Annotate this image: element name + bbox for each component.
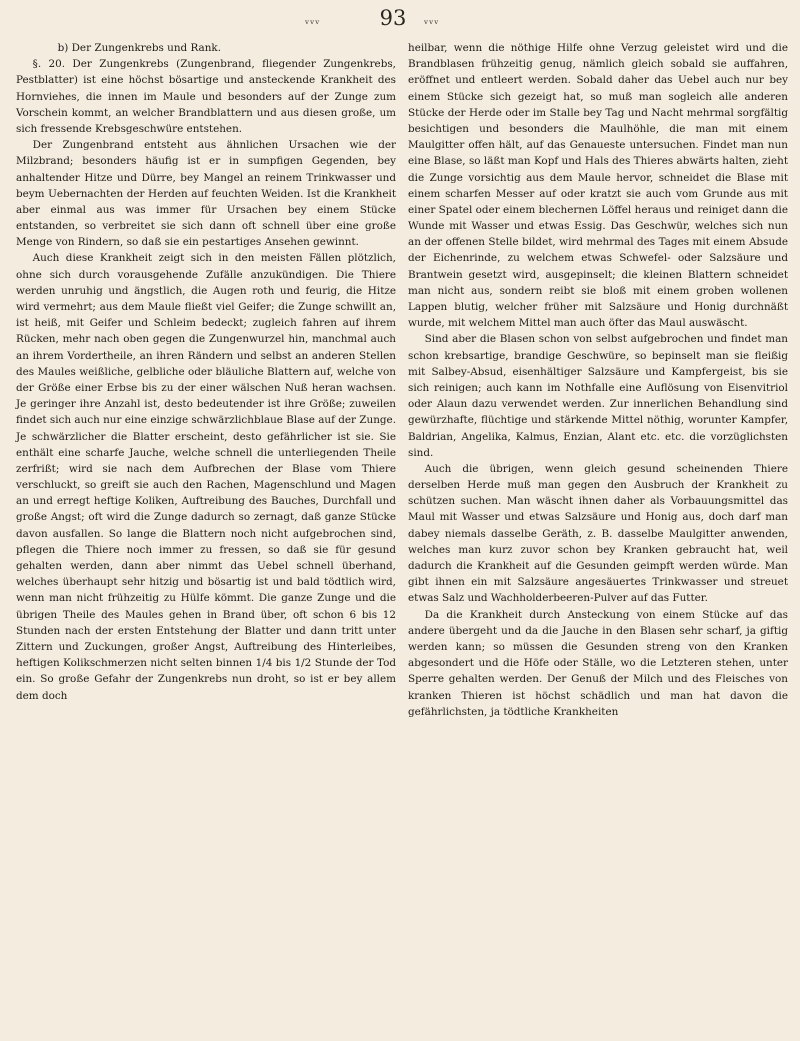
paragraph: Da die Krankheit durch Ansteckung von einem Stücke auf das andere übergeht und da die Jauche in den Blasen sehr scharf, ja giftig werden kann; so müssen die Gesunden streng von den Kranken abgesondert und die Höfe oder Ställe, wo die Letzteren stehen, unter Sperre gehalten werden. Der Genuß der Milch und des Fleisches von kranken Thieren ist höchst schädlich und man hat davon die gefährlichsten, ja tödtliche Krankheiten	[408, 608, 788, 718]
page-number: 93	[379, 6, 407, 30]
paragraph: Auch diese Krankheit zeigt sich in den meisten Fällen plötzlich, ohne sich durch vorausgehende Zufälle anzukündigen. Die Thiere werden unruhig und ängstlich, die Augen roth und feurig, die Hitze wird vermehrt; aus dem Maule fließt viel Geifer; die Zunge schwillt an, ist heiß, mit Geifer und Schleim bedeckt; zugleich fahren auf ihrem Rücken, mehr nach oben gegen die Zungenwurzel hin, manchmal auch an ihrem Vordertheile, an ihren Rändern und selbst an anderen Stellen des Maules weißliche, gelbliche oder bläuliche Blattern auf, welche von der Größe einer Erbse bis zu der einer wälschen Nuß heran wachsen. Je geringer ihre Anzahl ist, desto bedeutender ist ihre Größe; zuweilen findet sich auch nur eine einzige schwärzlichblaue Blase auf der Zunge. Je schwärzlicher die Blatter erscheint, desto gefährlicher ist sie. Sie enthält eine scharfe Jauche, welche schnell die unterliegenden Theile zerfrißt; wird sie nach dem Aufbrechen der Blase vom Thiere verschluckt, so greift sie auch den Rachen, Magenschlund und Magen an und erregt heftige Koliken, Auftreibung des Bauches, Durchfall und große Angst; oft wird die Zunge dadurch so zernagt, daß ganze Stücke davon ausfallen. So lange die Blattern noch nicht aufgebrochen sind, pflegen die Thiere noch immer zu fressen, so daß sie für gesund gehalten werden, dann aber nimmt das Uebel schnell überhand, welches überhaupt sehr hitzig und bösartig ist und bald tödtlich wird, wenn man nicht frühzeitig zu Hülfe kömmt. Die ganze Zunge und die übrigen Theile des Maules gehen in Brand über, oft schon 6 bis 12 Stunden nach der ersten Entstehung der Blatter und dann tritt unter Zittern und Zuckungen, großer Angst, Auftreibung des Hinterleibes, heftigen Kolikschmerzen nicht selten binnen 1/4 bis 1/2 Stunde der Tod ein. So große Gefahr der Zungenkrebs nun droht, so ist er bey allem dem doch	[16, 252, 397, 702]
paragraph: Auch die übrigen, wenn gleich gesund scheinenden Thiere derselben Herde muß man gegen den Ausbruch der Krankheit zu schützen suchen. Man wäscht ihnen daher als Vorbauungsmittel das Maul mit Wasser und etwas Salzsäure und Honig aus, doch darf man dabey niemals dasselbe Geräth, z. B. dasselbe Maulgitter anwenden, welches man kurz zuvor schon bey Kranken gebraucht hat, weil dadurch die Krankheit auf die Gesunden geimpft werden würde. Man gibt ihnen ein mit Salzsäure angesäuertes Trinkwasser und streuet etwas Salz und Wachholderbeeren-Pulver auf das Futter.	[408, 462, 788, 605]
paragraph: §. 20. Der Zungenkrebs (Zungenbrand, fliegender Zungenkrebs, Pestblatter) ist eine höchst bösartige und ansteckende Krankheit des Hornviehes, die innen im Maule und besonders auf der Zunge zum Vorschein kommt, an welcher Brandblattern und aus diesen große, um sich fressende Krebsgeschwüre entstehen.	[16, 58, 396, 135]
paragraph: Der Zungenbrand entsteht aus ähnlichen Ursachen wie der Milzbrand; besonders häufig ist er in sumpfigen Gegenden, bey anhaltender Hitze und Dürre, bey Mangel an reinem Trinkwasser und beym Uebernachten der Herden auf feuchten Weiden. Ist die Krankheit aber einmal aus was immer für Ursachen bey einem Stücke entstanden, so verbreitet sie sich dann oft schnell über eine große Menge von Rindern, so daß sie ein pestartiges Ansehen gewinnt.	[16, 139, 396, 249]
left-column	[16, 40, 396, 704]
paragraph: heilbar, wenn die nöthige Hilfe ohne Verzug geleistet wird und die Brandblasen frühzeitig genug, nämlich gleich sobald sie auffahren, eröffnet und entleert werden. Sobald daher das Uebel auch nur bey einem Stücke sich gezeigt hat, so muß man sogleich alle anderen Stücke der Herde oder im Stalle bey Tag und Nacht mehrmal sorgfältig besichtigen und besonders die Maulhöhle, die man mit einem Maulgitter offen hält, auf das Genaueste untersuchen. Findet man nun eine Blase, so läßt man Kopf und Hals des Thieres abwärts halten, zieht die Zunge vorsichtig aus dem Maule hervor, schneidet die Blase mit einem scharfen Messer auf oder kratzt sie auch vom Grunde aus mit einer Spatel oder einem blechernen Löffel heraus und reiniget dann die Wunde mit Wasser und etwas Essig. Das Geschwür, welches sich nun an der offenen Stelle bildet, wird mehrmal des Tages mit einem Absude der Eichenrinde, zu welchem etwas Schwefel- oder Salzsäure und Brantwein gesetzt wird, ausgepinselt; die kleinen Blattern schneidet man nicht aus, sondern reibt sie bloß mit einem groben wollenen Lappen blutig, welcher früher mit Salzsäure und Honig durchnäßt wurde, mit welchem Mittel man auch öfter das Maul auswäscht.	[408, 42, 788, 330]
header-ornament-left: ᵥᵥᵥ	[305, 14, 321, 27]
header-ornament-right: ᵥᵥᵥ	[424, 14, 440, 27]
right-column	[408, 40, 788, 720]
section-heading: b) Der Zungenkrebs und Rank.	[57, 42, 222, 54]
paragraph: Sind aber die Blasen schon von selbst aufgebrochen und findet man schon krebsartige, brandige Geschwüre, so bepinselt man sie fleißig mit Salbey-Absud, eisenhältiger Salzsäure und Kampfergeist, bis sie sich reinigen; auch kann im Nothfalle eine Auflösung von Eisenvitriol oder Alaun dazu verwendet werden. Zur innerlichen Behandlung sind gewürzhafte, flüchtige und stärkende Mittel nöthig, worunter Kampfer, Baldrian, Angelika, Kalmus, Enzian, Alant etc. etc. die vorzüglichsten sind.	[408, 333, 788, 459]
page-header	[0, 6, 800, 32]
